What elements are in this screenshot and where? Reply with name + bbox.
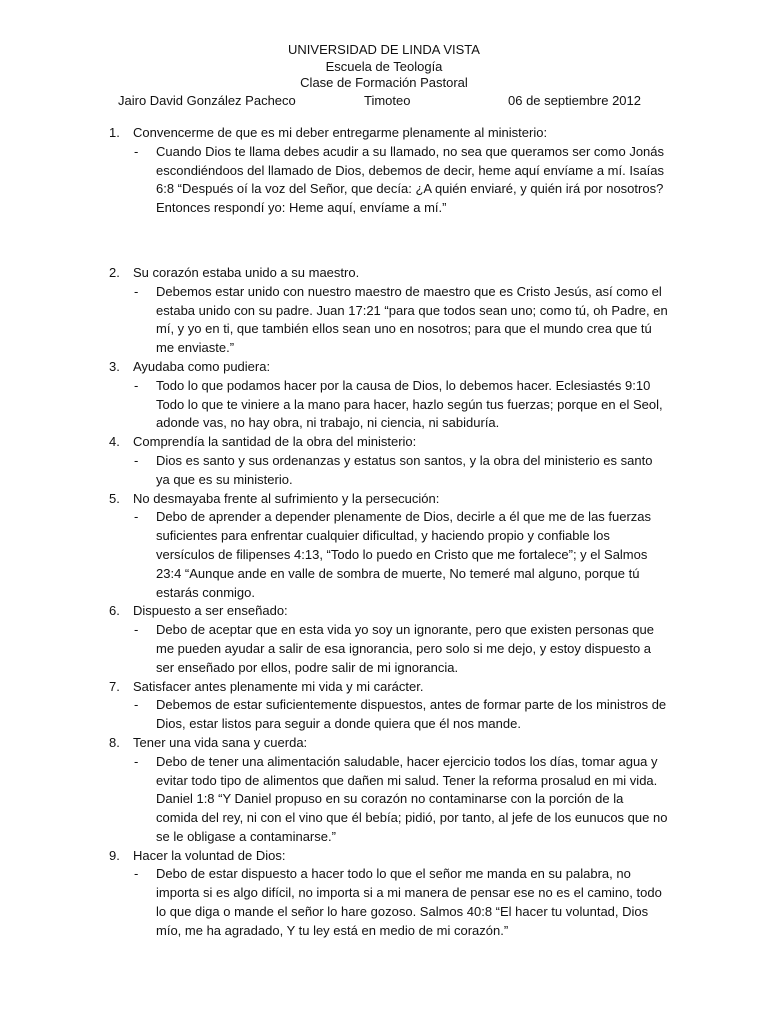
item-detail	[0, 143, 768, 218]
item-detail	[0, 377, 768, 433]
subject-name: Timoteo	[364, 93, 411, 108]
item-detail-text: Debemos estar unido con nuestro maestro de maestro que es Cristo Jesús, así como el estaba unido con su padre. Juan 17:21 “para que todos sean uno; como tú, oh Padre, en mí, y yo en ti, que también ellos sean uno en nosotros; para que el mundo crea que tú me enviaste.”	[156, 283, 668, 356]
list-item	[0, 124, 768, 143]
dash-bullet: -	[134, 753, 139, 769]
dash-bullet: -	[134, 622, 139, 638]
list-item	[0, 490, 768, 509]
list-item	[0, 847, 768, 866]
item-number: 3.	[109, 358, 120, 374]
dash-bullet: -	[134, 143, 139, 159]
item-number: 6.	[109, 603, 120, 619]
item-title: Comprendía la santidad de la obra del ministerio:	[133, 434, 417, 450]
item-detail-text: Todo lo que podamos hacer por la causa de Dios, lo debemos hacer. Eclesiastés 9:10 Todo lo que te viniere a la mano para hacer, hazlo según tus fuerzas; porque en el Seol, adonde vas, no hay obra, ni trabajo, ni ciencia, ni sabiduría.	[156, 377, 663, 431]
item-number: 8.	[109, 734, 120, 750]
spacer	[0, 218, 768, 264]
list-item	[0, 264, 768, 283]
document-date: 06 de septiembre 2012	[508, 93, 641, 108]
item-detail	[0, 283, 768, 358]
item-number: 2.	[109, 264, 120, 280]
document-header	[0, 42, 768, 92]
course-name: Clase de Formación Pastoral	[300, 75, 468, 90]
item-title: Hacer la voluntad de Dios:	[133, 847, 286, 863]
dash-bullet: -	[134, 509, 139, 525]
item-detail	[0, 621, 768, 677]
item-title: No desmayaba frente al sufrimiento y la persecución:	[133, 490, 440, 506]
item-title: Tener una vida sana y cuerda:	[133, 734, 308, 750]
item-detail-text: Debemos de estar suficientemente dispuestos, antes de formar parte de los ministros de Dios, estar listos para seguir a donde quiera que él nos mande.	[156, 697, 667, 732]
item-detail-text: Debo de tener una alimentación saludable, hacer ejercicio todos los días, tomar agua y evitar todo tipo de alimentos que dañen mi salud. Tener la reforma prosalud en mi vida. Daniel 1:8 “Y Daniel propuso en su corazón no contaminarse con la porción de la comida del rey, ni con el vino que él bebía; pidió, por tanto, al jefe de los eunucos que no se le obligase a contaminarse.”	[156, 753, 668, 844]
item-detail	[0, 452, 768, 490]
item-detail-text: Dios es santo y sus ordenanzas y estatus son santos, y la obra del ministerio es santo ya que es su ministerio.	[156, 452, 653, 487]
list-item	[0, 602, 768, 621]
item-title: Satisfacer antes plenamente mi vida y mi carácter.	[133, 678, 424, 694]
university-name: UNIVERSIDAD DE LINDA VISTA	[288, 42, 480, 57]
item-detail-text: Debo de aceptar que en esta vida yo soy un ignorante, pero que existen personas que me pueden ayudar a salir de esa ignorancia, pero solo si me dejo, y estoy dispuesto a ser enseñado por ellos, podre salir de mi ignorancia.	[156, 622, 654, 675]
item-number: 5.	[109, 490, 120, 506]
dash-bullet: -	[134, 866, 139, 882]
dash-bullet: -	[134, 452, 139, 468]
item-number: 7.	[109, 678, 120, 694]
item-title: Dispuesto a ser enseñado:	[133, 603, 288, 619]
item-detail-text: Cuando Dios te llama debes acudir a su llamado, no sea que queramos ser como Jonás escondiéndoos del llamado de Dios, debemos de decir, heme aquí envíame a mí. Isaías 6:8 “Después oí la voz del Señor, que decía: ¿A quién enviaré, y quién irá por nosotros? Entonces respondí yo: Heme aquí, envíame a mí.”	[156, 143, 665, 216]
list-item	[0, 358, 768, 377]
item-detail-text: Debo de estar dispuesto a hacer todo lo que el señor me manda en su palabra, no importa si es algo difícil, no importa si a mi manera de pensar ese no es el camino, todo lo que diga o mande el señor lo hare gozoso. Salmos 40:8 “El hacer tu voluntad, Dios mío, me ha agradado, Y tu ley está en medio de mi corazón.”	[156, 866, 662, 938]
item-detail	[0, 753, 768, 847]
item-title: Ayudaba como pudiera:	[133, 358, 271, 374]
item-detail	[0, 865, 768, 940]
numbered-list	[0, 124, 768, 941]
school-name: Escuela de Teología	[325, 58, 443, 74]
item-number: 9.	[109, 847, 120, 863]
list-item	[0, 433, 768, 452]
item-detail-text: Debo de aprender a depender plenamente de Dios, decirle a él que me de las fuerzas suficientes para enfrentar cualquier dificultad, y haciendo propio y confiable los versículos de filipenses 4:13, “Todo lo puedo en Cristo que me fortalece”; y el Salmos 23:4 “Aunque ande en valle de sombra de muerte, No temeré mal alguno, porque tú estarás conmigo.	[156, 509, 652, 600]
item-title: Su corazón estaba unido a su maestro.	[133, 264, 360, 280]
item-number: 4.	[109, 434, 120, 450]
item-detail	[0, 696, 768, 734]
dash-bullet: -	[134, 377, 139, 393]
dash-bullet: -	[134, 283, 139, 299]
list-item	[0, 678, 768, 697]
list-item	[0, 734, 768, 753]
item-number: 1.	[109, 125, 120, 140]
item-detail	[0, 508, 768, 602]
dash-bullet: -	[134, 697, 139, 713]
item-title: Convencerme de que es mi deber entregarme plenamente al ministerio:	[133, 125, 548, 140]
author-name: Jairo David González Pacheco	[118, 93, 296, 108]
